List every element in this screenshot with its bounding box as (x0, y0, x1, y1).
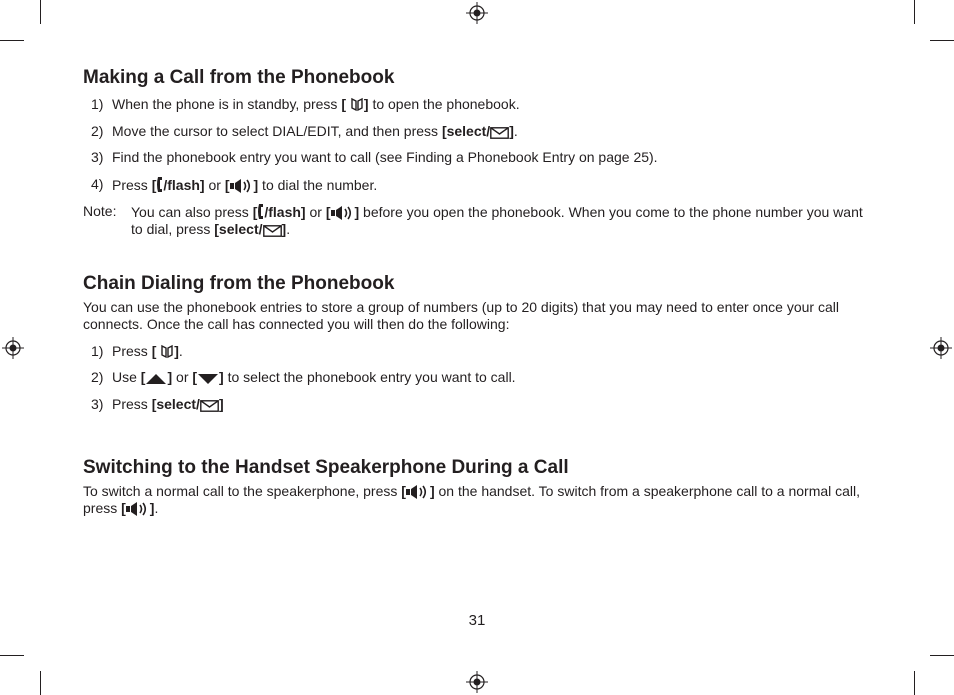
section-title: Switching to the Handset Speakerphone During a Call (83, 457, 569, 478)
crop-mark (0, 40, 24, 41)
speaker-icon (331, 206, 355, 220)
section-title: Chain Dialing from the Phonebook (83, 273, 395, 294)
step-item: 1) When the phone is in standby, press [ ] to open the phonebook. (91, 96, 520, 112)
section-body: To switch a normal call to the speakerphone, press [ ] on the handset. To switch from a speakerphone call to a normal call, press [ ]. (83, 483, 861, 516)
phonebook-icon (160, 344, 174, 359)
speaker-icon (126, 502, 150, 516)
step-item: 2) Use [ ] or [ ] to select the phonebook entry you want to call. (91, 369, 516, 385)
section-title: Making a Call from the Phonebook (83, 67, 395, 88)
envelope-icon (200, 400, 219, 412)
registration-mark-icon (466, 2, 488, 24)
note: Note: You can also press [ /flash] or [ ] before you open the phonebook. When you come to the phone number you want to dial, press [select/ ]. (83, 203, 863, 237)
crop-mark (930, 655, 954, 656)
crop-mark (40, 671, 41, 695)
page-content (83, 66, 873, 527)
crop-mark (930, 40, 954, 41)
step-item: 4) Press [ /flash] or [ ] to dial the number. (91, 175, 378, 193)
step-item: 3) Find the phonebook entry you want to call (see Finding a Phonebook Entry on page 25). (91, 149, 658, 165)
crop-mark (914, 0, 915, 24)
crop-mark (0, 655, 24, 656)
registration-mark-icon (930, 337, 952, 359)
section-intro: You can use the phonebook entries to store a group of numbers (up to 20 digits) that you may need to enter once your call connects. Once the call has connected you will then do the following: (83, 299, 839, 332)
envelope-icon (263, 225, 282, 237)
step-item: 1) Press [ ]. (91, 342, 183, 359)
page-number: 31 (468, 612, 486, 629)
speaker-icon (406, 485, 430, 499)
registration-mark-icon (2, 337, 24, 359)
envelope-icon (490, 127, 509, 139)
crop-mark (40, 0, 41, 24)
speaker-icon (230, 179, 254, 193)
down-arrow-icon (197, 373, 219, 385)
crop-mark (914, 671, 915, 695)
step-item: 2) Move the cursor to select DIAL/EDIT, and then press [select/ ]. (91, 122, 518, 139)
phonebook-icon (350, 97, 364, 112)
step-item: 3) Press [select/ ] (91, 395, 224, 412)
registration-mark-icon (466, 671, 488, 693)
up-arrow-icon (145, 373, 167, 385)
